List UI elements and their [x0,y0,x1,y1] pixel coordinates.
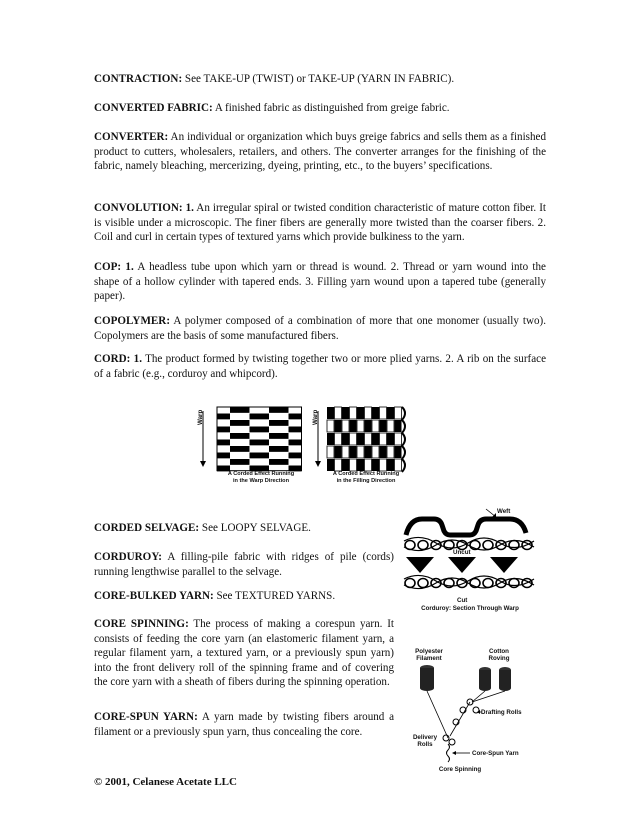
caption-warp-direction: A Corded Effect Running in the Warp Direction [227,471,295,484]
corduroy-section-drawing [400,505,540,615]
entry-core-spun-yarn: CORE-SPUN YARN: A yarn made by twisting fibers around a filament or a previously spun yarn, thus concealing the core. [94,711,394,738]
entry-core-spinning: CORE SPINNING: The process of making a corespun yarn. It consists of feeding the core yarn (an elastomeric filament yarn, a regular filament yarn, a textured yarn, or a previously spun yarn) into the front delivery roll of the spinning frame and of covering the core yarn with a sheath of fibers during the spinning operation. [94,618,394,689]
entry-convolution: CONVOLUTION: 1. An irregular spiral or twisted condition characteristic of mature cotton fiber. It is visible under a microscopic. The finer fibers are generally more twisted than the coarser fibers. 2. Coil and curl in certain types of textured yarns which provide bulkiness to the yarn. [94,202,546,244]
cut-label: Cut [457,597,468,604]
corduroy-caption: Corduroy: Section Through Warp [421,605,519,612]
delivery-rolls-label: Delivery Rolls [412,734,438,748]
entry-converted-fabric: CONVERTED FABRIC: A finished fabric as distinguished from greige fabric. [94,102,450,114]
warp-label-left: Warp [197,409,204,425]
drafting-rolls [453,699,479,725]
core-spun-yarn-label: Core-Spun Yarn [472,750,519,757]
entry-cord: CORD: 1. The product formed by twisting together two or more plied yarns. 2. A rib on the surface of a fabric (e.g., corduroy and whipcord). [94,353,547,380]
drafting-rolls-label: Drafting Rolls [481,709,522,716]
entry-corduroy: CORDUROY: A filling-pile fabric with ridges of pile (cords) running lengthwise parallel to the selvage. [94,551,394,578]
copyright-footer: © 2001, Celanese Acetate LLC [94,776,237,788]
entry-converter: CONVERTER: An individual or organization which buys greige fabrics and sells them as a finished product to cutters, wholesalers, retailers, and others. The converter arranges for the finishing of the fabric, namely bleaching, mercerizing, dyeing, printing, etc., to the buyers’ specifications. [94,131,546,173]
caption-filling-direction: A Corded Effect Running in the Filling Direction [332,471,400,484]
weft-label: Weft [497,508,511,515]
cotton-roving-label: Cotton Roving [488,648,510,662]
warp-label-right: Warp [312,409,319,425]
cotton-roving-package-2 [499,667,511,691]
entry-contraction: CONTRACTION: See TAKE-UP (TWIST) or TAKE-UP (YARN IN FABRIC). [94,73,455,85]
polyester-filament-package [420,665,434,691]
uncut-label: Uncut [453,549,471,556]
cotton-roving-package-1 [479,667,491,691]
entry-cop: COP: 1. A headless tube upon which yarn or thread is wound. 2. Thread or yarn wound into the shape of a hollow cylinder with tapered ends. 3. Filling yarn wound upon a tapered tube (generally paper). [94,261,546,303]
entry-core-bulked-yarn: CORE-BULKED YARN: See TEXTURED YARNS. [94,590,336,602]
entry-corded-selvage: CORDED SELVAGE: See LOOPY SELVAGE. [94,522,311,534]
delivery-rolls [443,735,455,745]
core-spinning-caption: Core Spinning [438,766,482,773]
entry-copolymer: COPOLYMER: A polymer composed of a combination of more that one monomer (usually two). Copolymers are the basis of some manufactured fibers. [94,315,546,342]
warp-corded-grid [217,407,302,471]
filling-corded-grid [327,407,405,472]
polyester-filament-label: Polyester Filament [415,648,443,662]
